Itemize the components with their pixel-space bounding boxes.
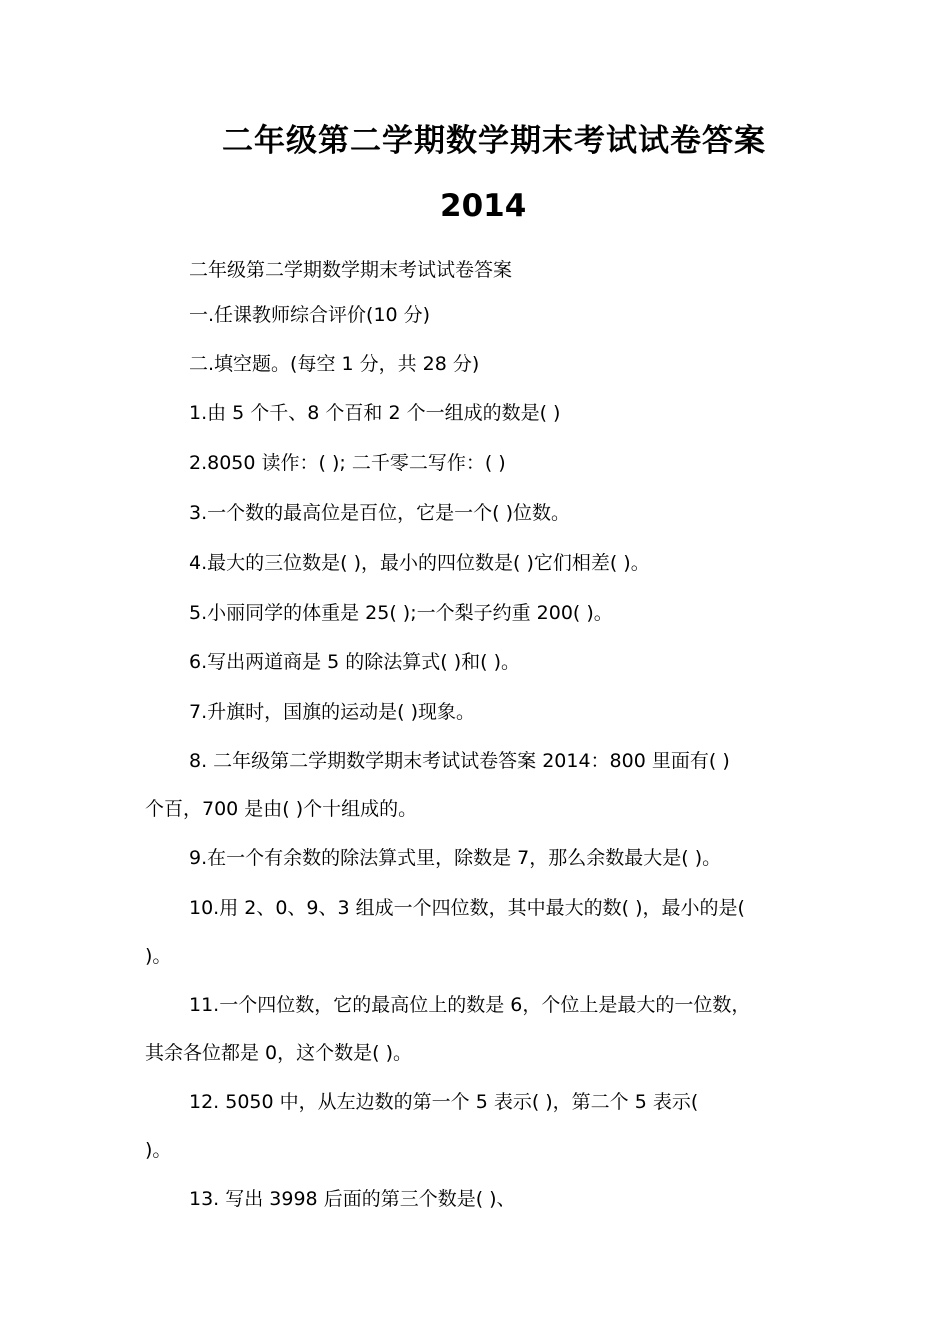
document-title: 二年级第二学期数学期末考试试卷答案 [222,123,766,159]
paragraph-heading: 二年级第二学期数学期末考试试卷答案 [189,259,513,281]
question-10-line-2: )。 [145,945,172,967]
section-one: 一.任课教师综合评价(10 分) [189,304,431,326]
question-9: 9.在一个有余数的除法算式里，除数是 7，那么余数最大是( )。 [189,847,722,869]
question-11-line-2: 其余各位都是 0，这个数是( )。 [145,1042,412,1064]
question-10-line-1: 10.用 2、0、9、3 组成一个四位数，其中最大的数( )，最小的是( [189,897,745,919]
question-2: 2.8050 读作：( ); 二千零二写作：( ) [189,452,506,474]
question-13: 13. 写出 3998 后面的第三个数是( )、 [189,1188,516,1210]
question-5: 5.小丽同学的体重是 25( );一个梨子约重 200( )。 [189,602,613,624]
question-12-line-2: )。 [145,1139,172,1161]
question-3: 3.一个数的最高位是百位，它是一个( )位数。 [189,502,570,524]
section-two: 二.填空题。(每空 1 分，共 28 分) [189,353,480,375]
document-title-year: 2014 [440,188,527,224]
question-4: 4.最大的三位数是( )，最小的四位数是( )它们相差( )。 [189,552,650,574]
question-8-line-2: 个百，700 是由( )个十组成的。 [145,798,418,820]
question-6: 6.写出两道商是 5 的除法算式( )和( )。 [189,651,521,673]
question-12-line-1: 12. 5050 中，从左边数的第一个 5 表示( )，第二个 5 表示( [189,1091,699,1113]
question-11-line-1: 11.一个四位数，它的最高位上的数是 6，个位上是最大的一位数， [189,994,751,1016]
question-1: 1.由 5 个千、8 个百和 2 个一组成的数是( ) [189,402,561,424]
question-8-line-1: 8. 二年级第二学期数学期末考试试卷答案 2014：800 里面有( ) [189,750,730,772]
question-7: 7.升旗时，国旗的运动是( )现象。 [189,701,475,723]
